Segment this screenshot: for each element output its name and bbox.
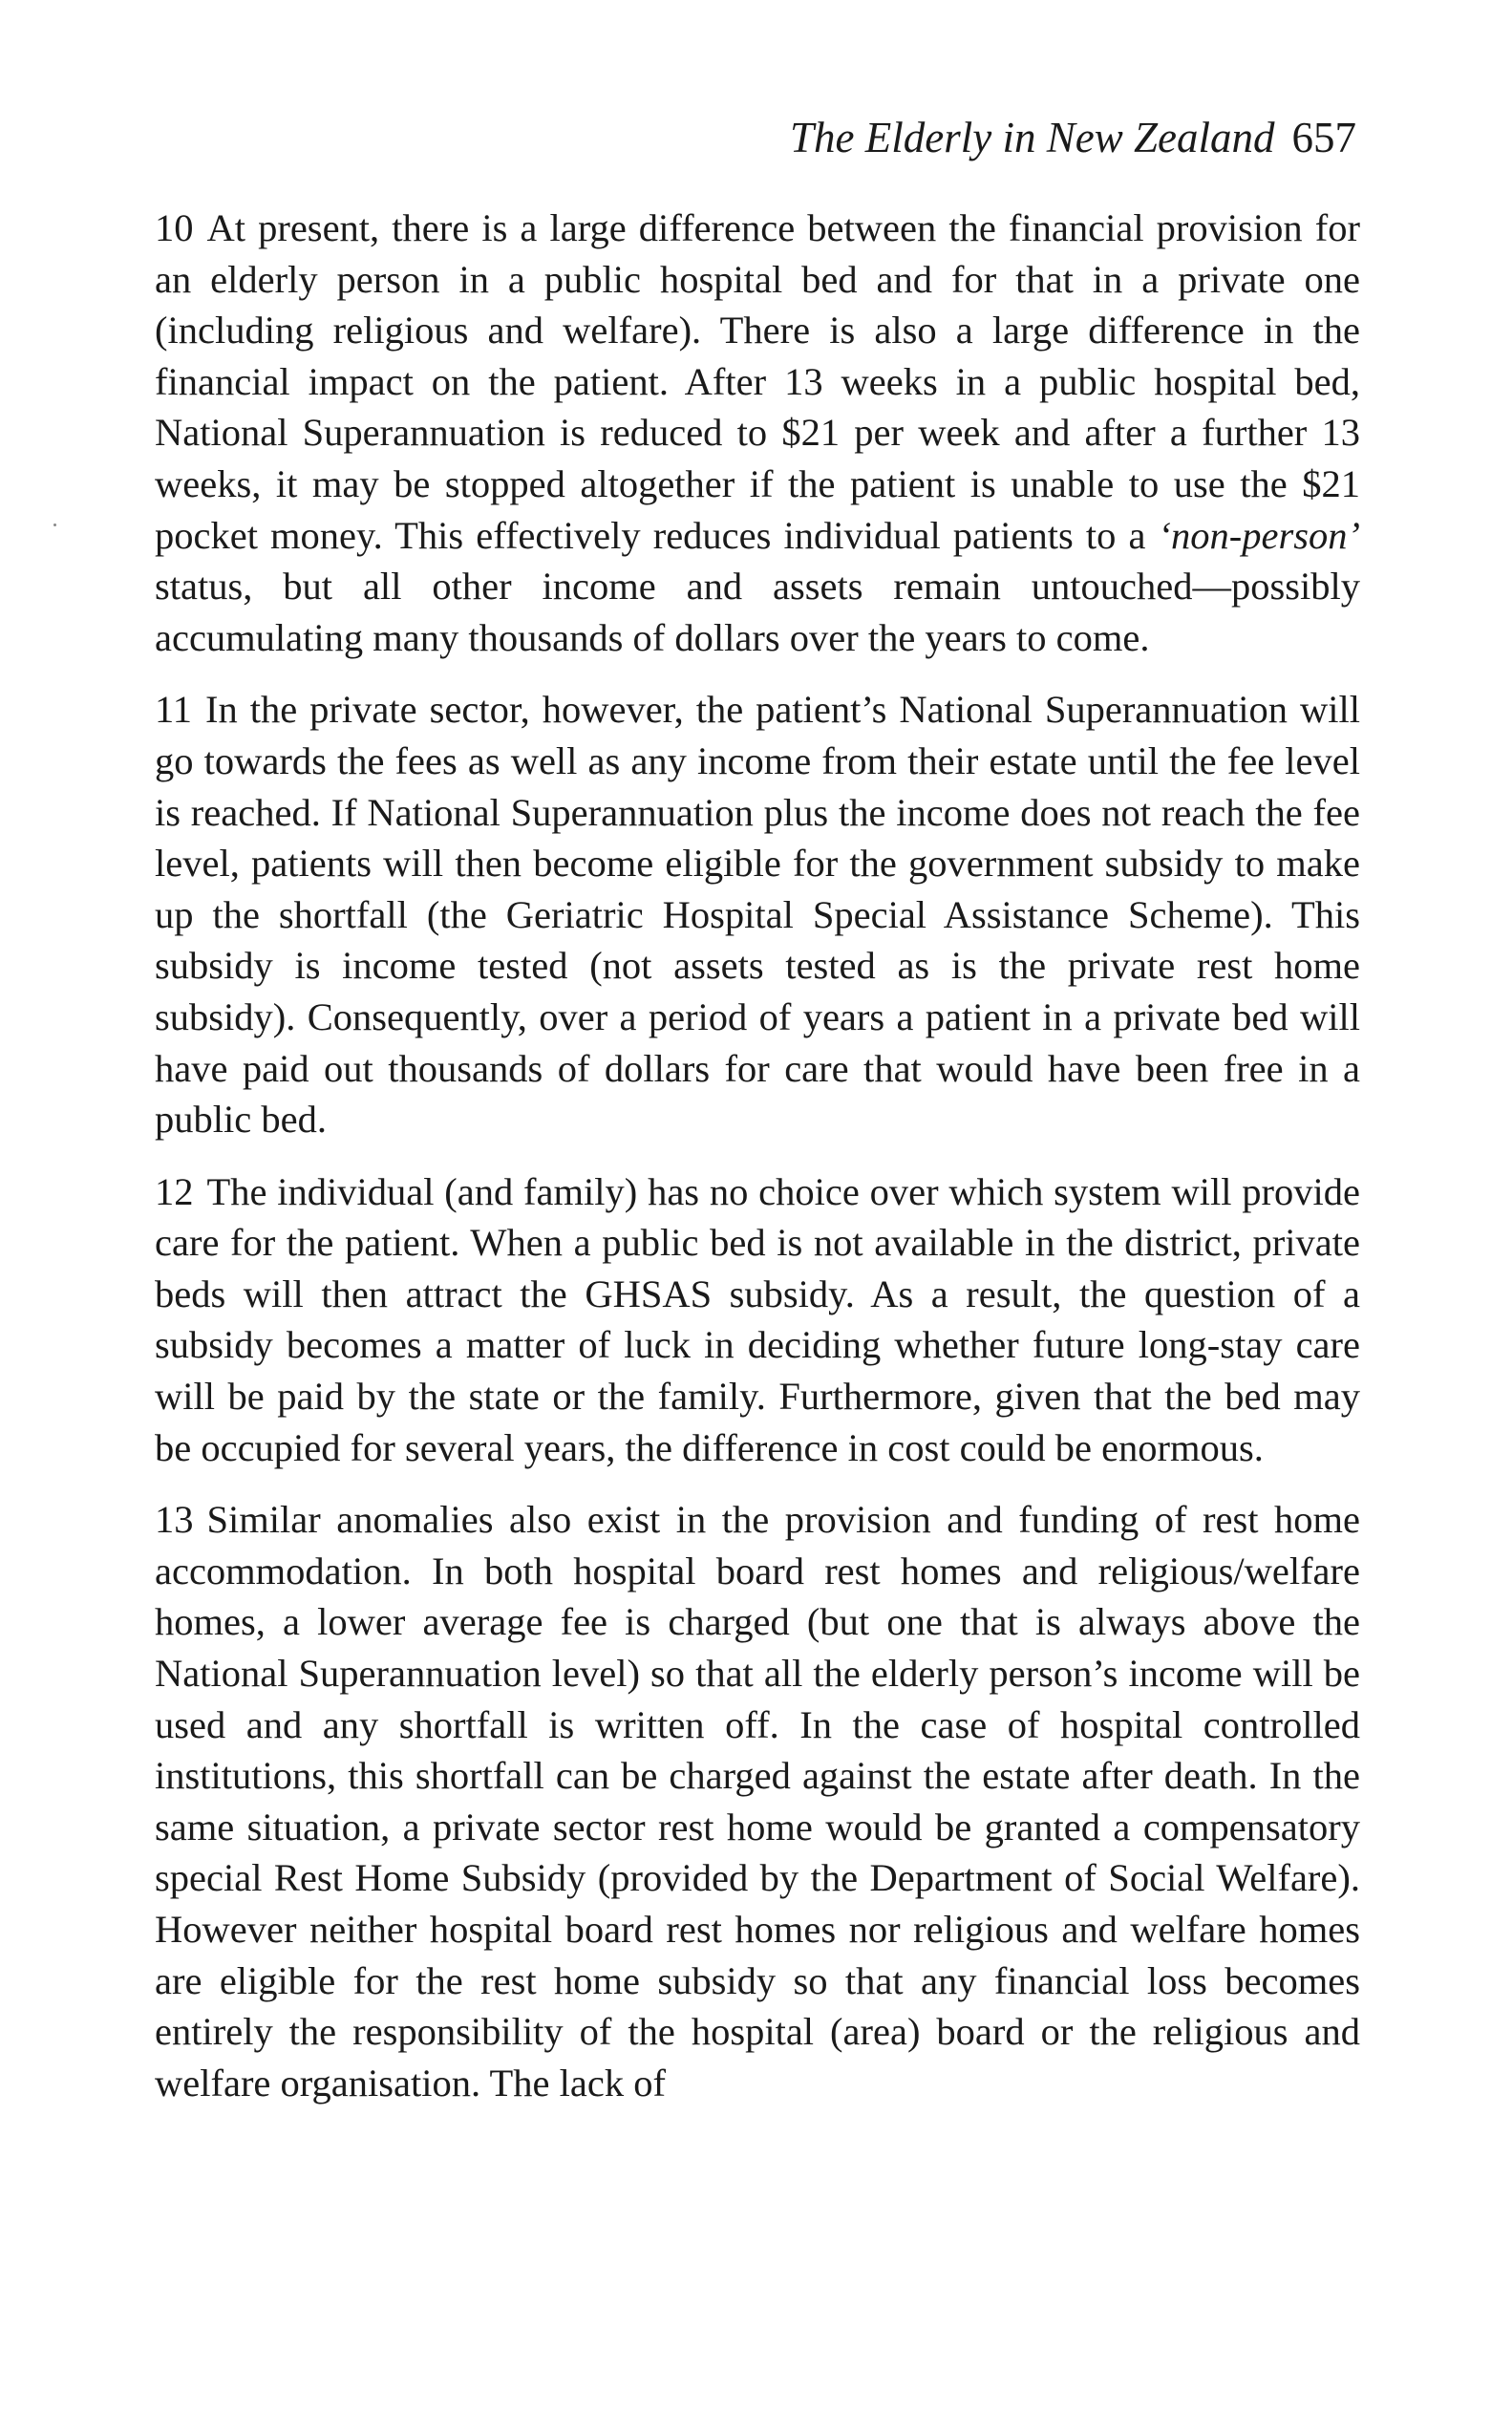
stray-ink-mark	[53, 524, 56, 526]
paragraph-emphasis: ‘non-person’	[1158, 513, 1360, 557]
paragraph-text: At present, there is a large difference between the financial provision for an elderly person in a public hospital bed and for that in a private one (including religious and welfare). There is also a large difference in the financial impact on the patient. After 13 weeks in a public hospital bed, National Superannuation is reduced to $21 per week and after a further 13 weeks, it may be stopped altogether if the patient is unable to use the $21 pocket money. This effectively reduces individual patients to a	[155, 206, 1360, 557]
paragraph-number: 10	[155, 206, 194, 249]
page-number: 657	[1291, 114, 1356, 161]
paragraph-number: 12	[155, 1169, 194, 1213]
paragraph-12	[155, 1166, 1360, 1474]
paragraph-number: 11	[155, 688, 192, 732]
running-head	[790, 113, 1356, 162]
paragraph-13	[155, 1494, 1360, 2108]
paragraph-text: status, but all other income and assets remain untouched—possibly accumulating many thousands of dollars over the years to come.	[155, 565, 1360, 659]
paragraph-number: 13	[155, 1498, 194, 1542]
paragraph-11	[155, 684, 1360, 1144]
body-text	[155, 203, 1360, 2129]
paragraph-10	[155, 203, 1360, 663]
paragraph-text: In the private sector, however, the patient’s National Superannuation will go towards the fees as well as any income from their estate until the fee level is reached. If National Superannuation plus the income does not reach the fee level, patients will then become eligible for the government subsidy to make up the shortfall (the Geriatric Hospital Special Assistance Scheme). This subsidy is income tested (not assets tested as is the private rest home subsidy). Consequently, over a period of years a patient in a private bed will have paid out thousands of dollars for care that would have been free in a public bed.	[155, 688, 1360, 1142]
paragraph-text: The individual (and family) has no choice over which system will provide care for the patient. When a public bed is not available in the district, private beds will then attract the GHSAS subsidy. As a result, the question of a subsidy becomes a matter of luck in deciding whether future long-stay care will be paid by the state or the family. Furthermore, given that the bed may be occupied for several years, the difference in cost could be enormous.	[155, 1169, 1360, 1469]
paragraph-text: Similar anomalies also exist in the provision and funding of rest home accommodation. In both hospital board rest homes and religious/welfare homes, a lower average fee is charged (but one that is always above the National Superannuation level) so that all the elderly person’s income will be used and any shortfall is written off. In the case of hospital controlled institutions, this shortfall can be charged against the estate after death. In the same situation, a private sector rest home would be granted a compensatory special Rest Home Subsidy (provided by the Department of Social Welfare). However neither hospital board rest homes nor religious and welfare homes are eligible for the rest home subsidy so that any financial loss becomes entirely the responsibility of the hospital (area) board or the religious and welfare organisation. The lack of	[155, 1498, 1360, 2105]
running-head-title: The Elderly in New Zealand	[790, 114, 1275, 161]
